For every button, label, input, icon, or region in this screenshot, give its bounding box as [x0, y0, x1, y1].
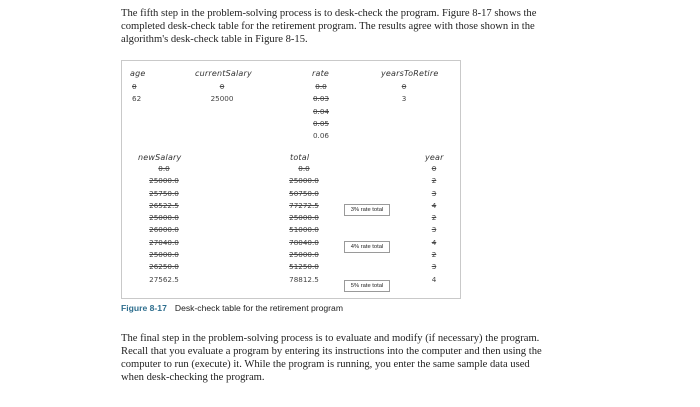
current-salary-column: [202, 81, 242, 106]
new-salary-column: [140, 163, 188, 286]
table-cell: 25000.0: [289, 176, 319, 186]
table-cell: 78812.5: [289, 274, 319, 284]
header-total: total: [290, 153, 310, 162]
table-cell: 3: [431, 262, 437, 272]
figure-number: Figure 8-17: [121, 303, 167, 313]
table-cell: 25000.0: [149, 176, 179, 186]
table-cell: 3: [401, 94, 407, 104]
header-new-salary: newSalary: [138, 153, 182, 162]
table-cell: 4: [431, 237, 437, 247]
intro-paragraph: The fifth step in the problem-solving process is to desk-check the program. Figure 8-17 shows the completed desk-check table for the retirement program. The results agree with those shown in the algorithm's desk-check table in Figure 8-15.: [121, 8, 537, 45]
table-cell: 26000.0: [149, 225, 179, 235]
table-cell: 0.0: [158, 164, 170, 173]
table-cell: 0.06: [312, 131, 329, 141]
table-cell: 2: [431, 250, 437, 260]
table-cell: 3: [431, 225, 437, 235]
rate-column: [300, 81, 342, 142]
years-to-retire-column: [397, 81, 411, 106]
age-column: [132, 81, 141, 106]
table-cell: 0.05: [312, 118, 329, 128]
table-cell: 62: [132, 94, 142, 104]
table-cell: 0: [431, 164, 437, 173]
table-cell: 27562.5: [149, 274, 179, 284]
header-years-to-retire: yearsToRetire: [381, 69, 439, 78]
table-cell: 2: [431, 213, 437, 223]
table-cell: 77272.5: [289, 200, 319, 210]
table-cell: 50750.0: [289, 188, 319, 198]
table-cell: 78040.0: [289, 237, 319, 247]
table-cell: 0.03: [312, 94, 329, 104]
table-cell: 0: [219, 82, 225, 91]
header-age: age: [130, 69, 146, 78]
table-cell: 0.0: [315, 82, 327, 91]
figure-caption: [121, 303, 343, 313]
final-paragraph: The final step in the problem-solving process is to evaluate and modify (if necessary) the program. Recall that you evaluate a program by entering its instructions into the computer and then using the computer to run (execute) it. While the program is running, you enter the same sample data used when desk-checking the program.: [121, 333, 542, 383]
table-cell: 25000.0: [289, 213, 319, 223]
table-cell: 26250.0: [149, 262, 179, 272]
table-cell: 0: [132, 82, 137, 91]
figure-caption-text: Desk-check table for the retirement program: [174, 303, 343, 313]
year-column: [428, 163, 440, 286]
table-cell: 25000.0: [149, 250, 179, 260]
header-rate: rate: [312, 69, 330, 78]
table-cell: 51250.0: [289, 262, 319, 272]
table-cell: 25000.0: [149, 213, 179, 223]
callout-3-percent: 3% rate total: [344, 204, 390, 216]
table-cell: 0.04: [312, 106, 329, 116]
table-cell: 26522.5: [149, 200, 179, 210]
table-cell: 4: [431, 274, 437, 284]
table-cell: 3: [431, 188, 437, 198]
total-column: [280, 163, 328, 286]
table-cell: 25750.0: [149, 188, 179, 198]
table-cell: 4: [431, 200, 437, 210]
header-year: year: [425, 153, 444, 162]
table-cell: 0.0: [298, 164, 310, 173]
table-cell: 27040.0: [149, 237, 179, 247]
header-current-salary: currentSalary: [195, 69, 252, 78]
table-cell: 25000: [210, 94, 234, 104]
table-cell: 51000.0: [289, 225, 319, 235]
desk-check-table: [121, 60, 461, 299]
table-cell: 25000.0: [289, 250, 319, 260]
callout-5-percent: 5% rate total: [344, 280, 390, 292]
table-cell: 0: [401, 82, 407, 91]
callout-4-percent: 4% rate total: [344, 241, 390, 253]
table-cell: 2: [431, 176, 437, 186]
